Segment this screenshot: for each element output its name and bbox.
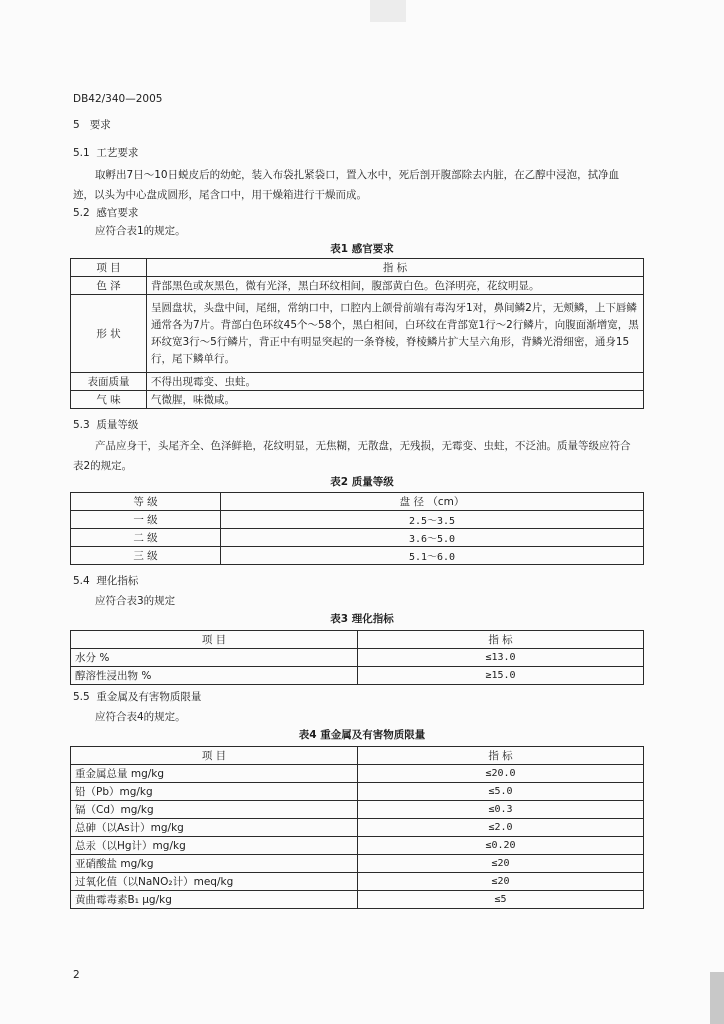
item-cell: 黄曲霉毒素B₁ μg/kg bbox=[71, 891, 358, 909]
table-row bbox=[71, 295, 644, 373]
table-row bbox=[71, 819, 644, 837]
value-cell: 3.6～5.0 bbox=[221, 529, 644, 547]
table-header-row bbox=[71, 747, 644, 765]
table-row bbox=[71, 837, 644, 855]
section-number: 5.2 bbox=[73, 207, 90, 219]
table-row bbox=[71, 547, 644, 565]
table-row bbox=[71, 873, 644, 891]
item-cell: 重金属总量 mg/kg bbox=[71, 765, 358, 783]
header-cell: 项 目 bbox=[71, 631, 358, 649]
table-row bbox=[71, 511, 644, 529]
table2-caption: 表2 质量等级 bbox=[330, 476, 394, 488]
table-header-row bbox=[71, 493, 644, 511]
value-cell: ≤2.0 bbox=[358, 819, 644, 837]
table4 bbox=[70, 746, 644, 909]
table-row bbox=[71, 891, 644, 909]
value-cell: ≤5 bbox=[358, 891, 644, 909]
item-cell: 铅（Pb）mg/kg bbox=[71, 783, 358, 801]
value-cell: ≤20 bbox=[358, 855, 644, 873]
table-row bbox=[71, 765, 644, 783]
header-cell: 项 目 bbox=[71, 259, 147, 277]
value-cell: ≤0.20 bbox=[358, 837, 644, 855]
section-title: 工艺要求 bbox=[96, 147, 139, 159]
section-title: 理化指标 bbox=[96, 575, 139, 587]
section-5-4-heading bbox=[73, 574, 138, 588]
section-number: 5 bbox=[73, 119, 80, 131]
grade-cell: 三 级 bbox=[71, 547, 221, 565]
section-number: 5.4 bbox=[73, 575, 90, 587]
table-row bbox=[71, 667, 644, 685]
value-cell: ≤0.3 bbox=[358, 801, 644, 819]
section-5-5-body: 应符合表4的规定。 bbox=[95, 711, 186, 723]
value-cell: 5.1～6.0 bbox=[221, 547, 644, 565]
section-title: 要求 bbox=[89, 119, 111, 131]
scan-artifact bbox=[370, 0, 406, 22]
scan-edge bbox=[710, 972, 724, 1024]
table-row bbox=[71, 783, 644, 801]
section-number: 5.3 bbox=[73, 419, 90, 431]
table-header-row bbox=[71, 259, 644, 277]
section-5-3-body: 产品应身干，头尾齐全、色泽鲜艳，花纹明显，无焦糊，无散盘，无残损，无霉变、虫蛀，不泛油。质量等级应符合表2的规定。 bbox=[73, 440, 631, 472]
item-cell: 气 味 bbox=[71, 391, 147, 409]
grade-cell: 二 级 bbox=[71, 529, 221, 547]
section-number: 5.5 bbox=[73, 691, 90, 703]
section-5-2-body: 应符合表1的规定。 bbox=[95, 225, 186, 237]
item-cell: 色 泽 bbox=[71, 277, 147, 295]
item-cell: 水分 % bbox=[71, 649, 358, 667]
table3 bbox=[70, 630, 644, 685]
value-cell: 不得出现霉变、虫蛀。 bbox=[147, 373, 644, 391]
value-cell: ≤5.0 bbox=[358, 783, 644, 801]
table-header-row bbox=[71, 631, 644, 649]
item-cell: 镉（Cd）mg/kg bbox=[71, 801, 358, 819]
section-5-2-heading bbox=[73, 206, 138, 220]
section-5-1-body: 取孵出7日～10日蜕皮后的幼蛇，装入布袋扎紧袋口，置入水中，死后剖开腹部除去内脏，在乙醇中浸泡，拭净血迹，以头为中心盘成圆形，尾含口中，用干燥箱进行干燥而成。 bbox=[73, 169, 620, 201]
item-cell: 总汞（以Hg计）mg/kg bbox=[71, 837, 358, 855]
item-cell: 表面质量 bbox=[71, 373, 147, 391]
section-title: 重金属及有害物质限量 bbox=[96, 691, 202, 703]
item-cell: 醇溶性浸出物 % bbox=[71, 667, 358, 685]
section-5-5-heading bbox=[73, 690, 201, 704]
value-cell: ≤20.0 bbox=[358, 765, 644, 783]
value-cell: 2.5～3.5 bbox=[221, 511, 644, 529]
value-cell: 气微腥，味微咸。 bbox=[147, 391, 644, 409]
item-cell: 过氧化值（以NaNO₂计）meq/kg bbox=[71, 873, 358, 891]
section-5-3-heading bbox=[73, 418, 138, 432]
item-cell: 形 状 bbox=[71, 295, 147, 373]
section-5-1-heading bbox=[73, 146, 138, 160]
item-cell: 亚硝酸盐 mg/kg bbox=[71, 855, 358, 873]
section-5-heading bbox=[73, 118, 111, 132]
grade-cell: 一 级 bbox=[71, 511, 221, 529]
table-row bbox=[71, 277, 644, 295]
section-number: 5.1 bbox=[73, 147, 90, 159]
table2 bbox=[70, 492, 644, 565]
table-row bbox=[71, 529, 644, 547]
value-cell: 呈圆盘状，头盘中间，尾细，常纳口中，口腔内上颌骨前端有毒沟牙1对，鼻间鳞2片，无颊鳞，上下唇鳞通常各为7片。背部白色环纹45个～58个，黑白相间，白环纹在背部宽1行～2行鳞片，向腹面渐增宽，黑环纹宽3行～5行鳞片，背正中有明显突起的一条脊棱，脊棱鳞片扩大呈六角形，背鳞光滑细密，通身15行，尾下鳞单行。 bbox=[147, 295, 644, 373]
header-cell: 指 标 bbox=[147, 259, 644, 277]
table-row bbox=[71, 855, 644, 873]
header-cell: 指 标 bbox=[358, 631, 644, 649]
section-title: 质量等级 bbox=[96, 419, 139, 431]
section-5-4-body: 应符合表3的规定 bbox=[95, 595, 176, 607]
table1-caption: 表1 感官要求 bbox=[330, 243, 394, 255]
page-number: 2 bbox=[73, 969, 80, 981]
header-cell: 等 级 bbox=[71, 493, 221, 511]
value-cell: ≤20 bbox=[358, 873, 644, 891]
value-cell: ≥15.0 bbox=[358, 667, 644, 685]
header-cell: 项 目 bbox=[71, 747, 358, 765]
section-title: 感官要求 bbox=[96, 207, 139, 219]
table-row bbox=[71, 801, 644, 819]
table-row bbox=[71, 373, 644, 391]
value-cell: ≤13.0 bbox=[358, 649, 644, 667]
header-cell: 指 标 bbox=[358, 747, 644, 765]
table1 bbox=[70, 258, 644, 409]
item-cell: 总砷（以As计）mg/kg bbox=[71, 819, 358, 837]
doc-number: DB42/340—2005 bbox=[73, 93, 163, 105]
table3-caption: 表3 理化指标 bbox=[330, 613, 394, 625]
value-cell: 背部黑色或灰黑色，微有光泽，黑白环纹相间，腹部黄白色。色泽明亮，花纹明显。 bbox=[147, 277, 644, 295]
table-row bbox=[71, 391, 644, 409]
table-row bbox=[71, 649, 644, 667]
table4-caption: 表4 重金属及有害物质限量 bbox=[298, 729, 426, 741]
header-cell: 盘 径 （cm） bbox=[221, 493, 644, 511]
